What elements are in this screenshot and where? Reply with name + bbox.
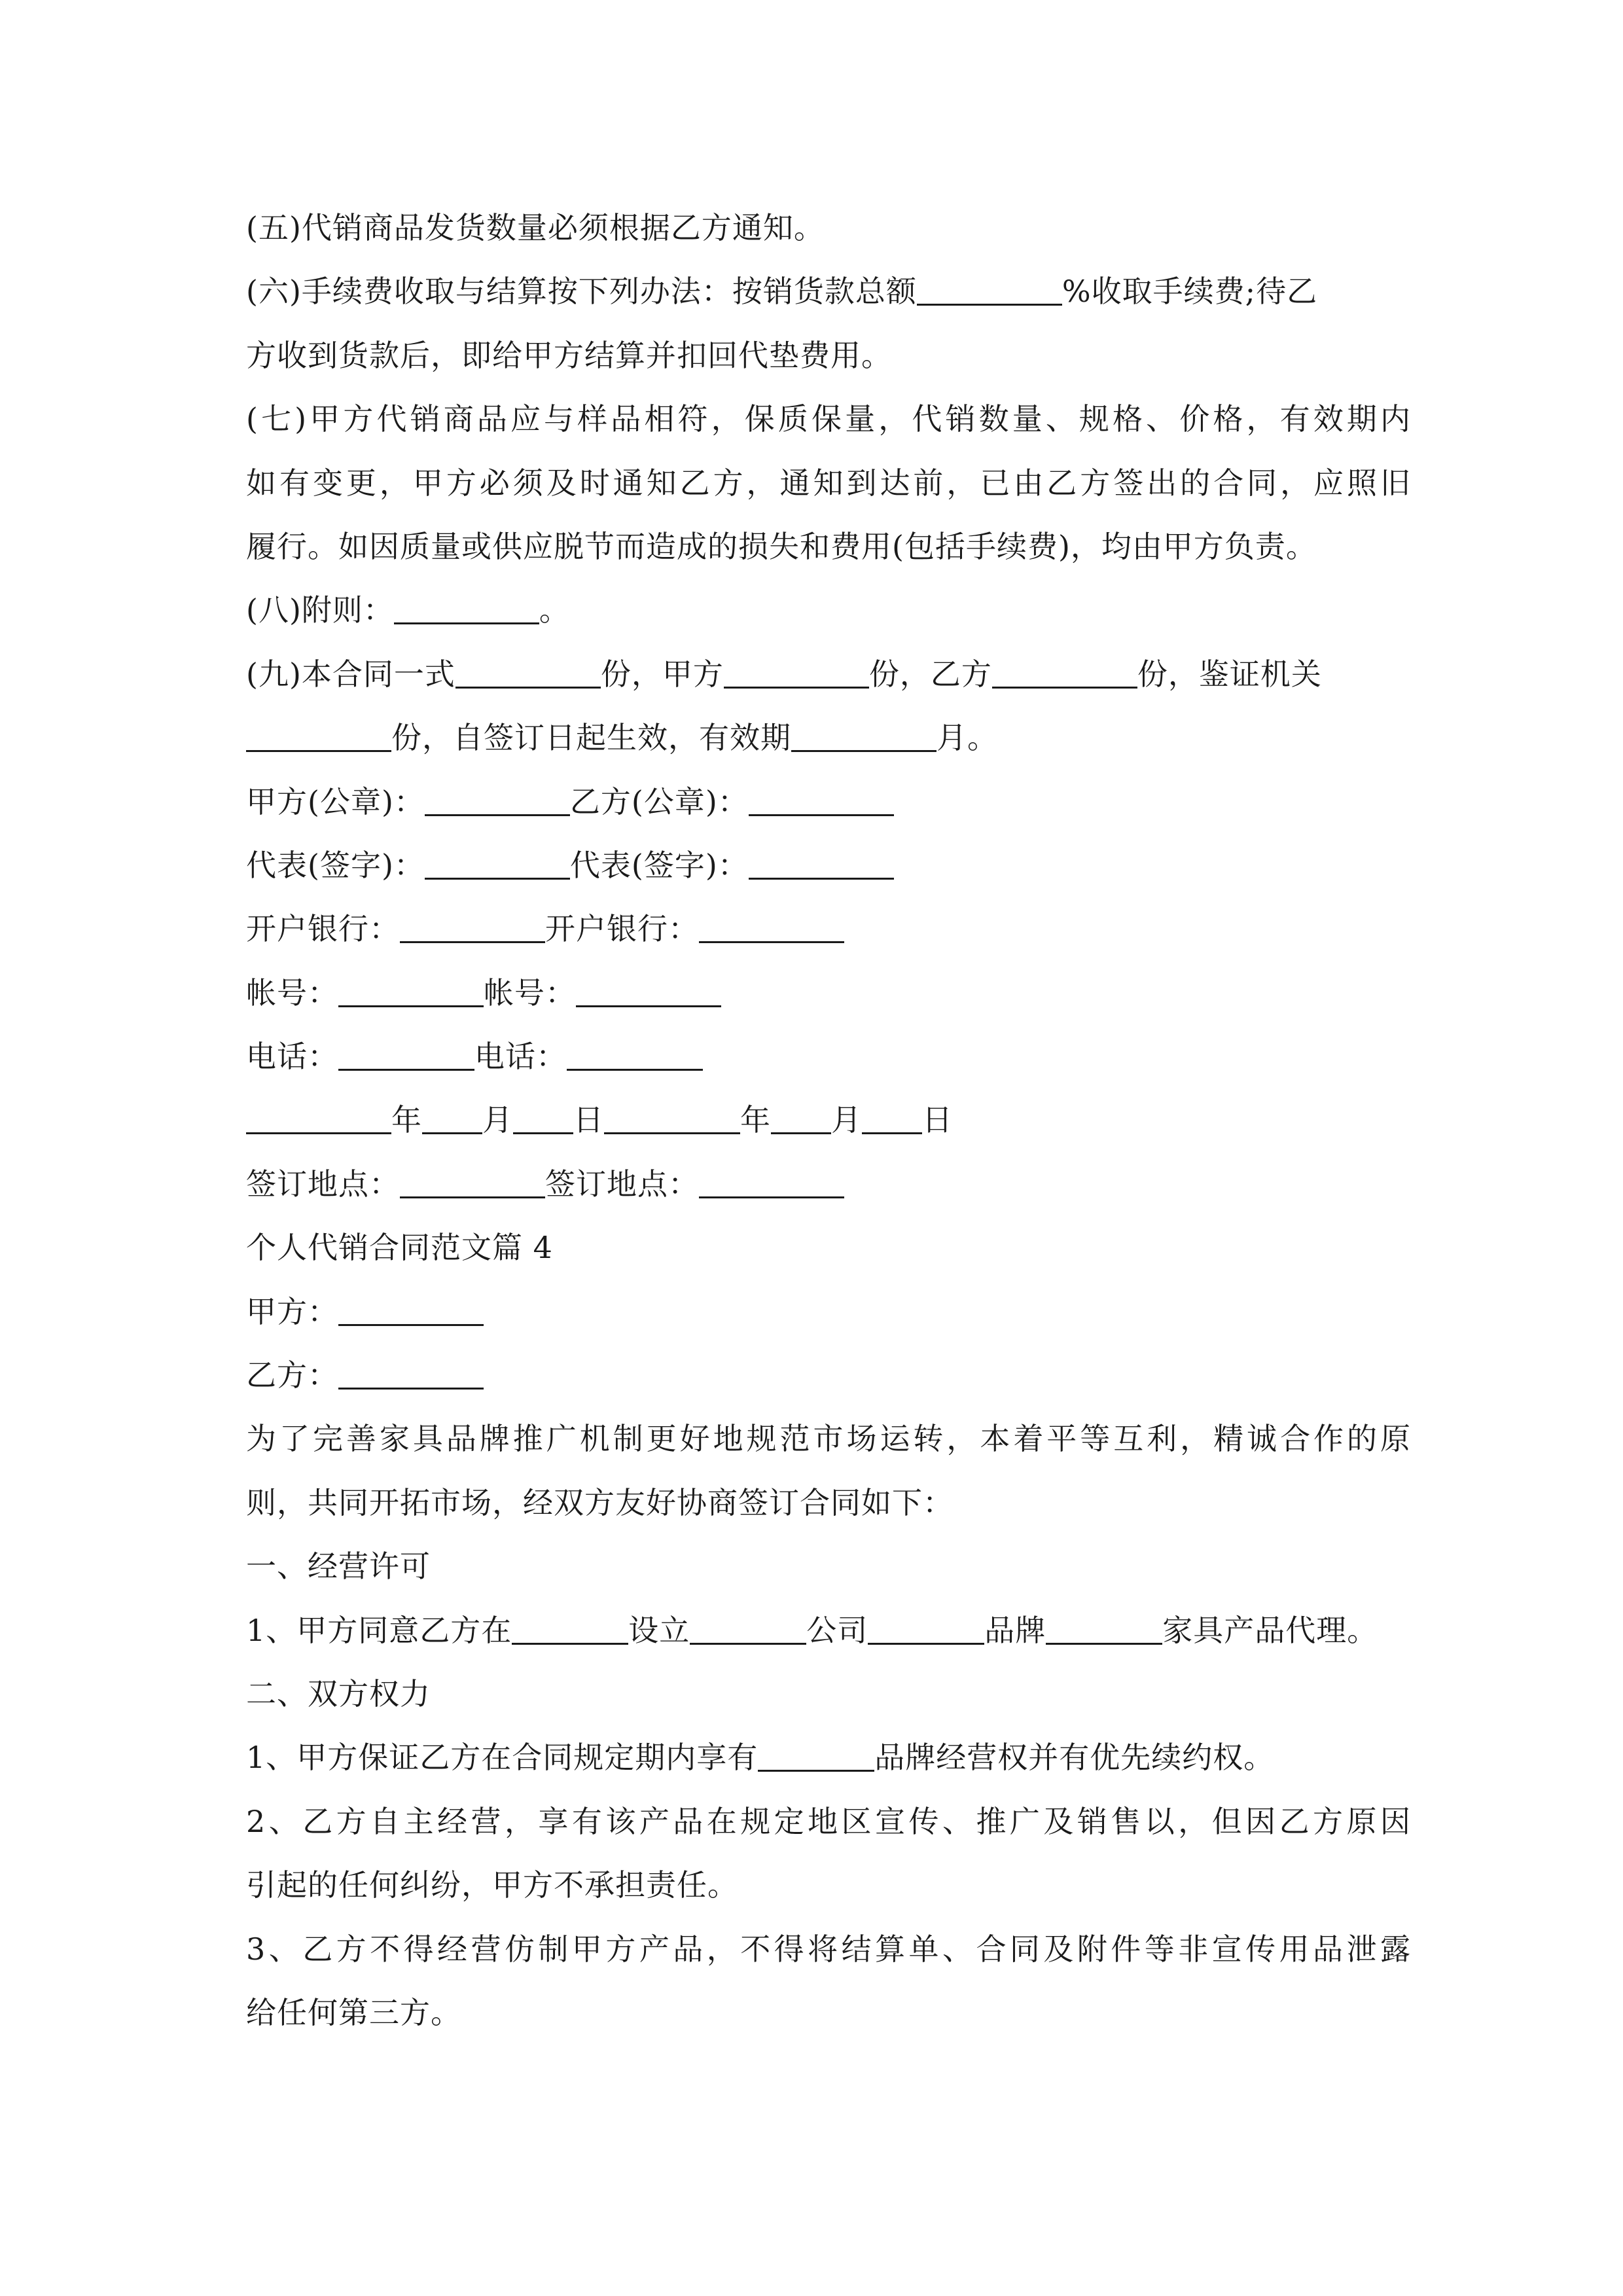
text: 品牌经营权并有优先续约权。 — [874, 1740, 1275, 1776]
location-line — [246, 1153, 1411, 1216]
text: 月。 — [936, 720, 998, 756]
text: 甲方(公章)： — [246, 783, 425, 819]
rights-item-3-line-1 — [246, 1918, 1411, 1981]
party-b-month-blank[interactable] — [771, 1102, 831, 1134]
party-a-name-blank[interactable] — [338, 1294, 484, 1326]
party-b-line — [246, 1344, 1411, 1407]
text: (七)甲方代销商品应与样品相符，保质保量，代销数量、规格、价格，有效期内 — [246, 401, 1411, 437]
text: 份，鉴证机关 — [1137, 656, 1322, 692]
party-a-line — [246, 1280, 1411, 1344]
text: 3、乙方不得经营仿制甲方产品，不得将结算单、合同及附件等非宣传用品泄露 — [246, 1931, 1411, 1967]
clause-7-line-1 — [246, 387, 1411, 451]
section-title — [246, 1216, 1411, 1280]
text: 。 — [539, 592, 570, 628]
rights-item-3-line-2 — [246, 1981, 1411, 2045]
product-blank[interactable] — [1046, 1613, 1162, 1645]
brand-right-blank[interactable] — [758, 1740, 874, 1772]
text: 日 — [573, 1102, 604, 1138]
text: 年 — [740, 1102, 771, 1138]
brand-blank[interactable] — [868, 1613, 984, 1645]
text: 品牌 — [984, 1612, 1046, 1648]
clause-8 — [246, 579, 1411, 642]
text: 引起的任何纠纷，甲方不承担责任。 — [246, 1867, 738, 1903]
text: (六)手续费收取与结算按下列办法：按销货款总额 — [246, 274, 917, 310]
party-a-signature-blank[interactable] — [425, 848, 570, 880]
rights-item-2-line-1 — [246, 1790, 1411, 1854]
text: 公司 — [806, 1612, 868, 1648]
company-blank[interactable] — [690, 1613, 806, 1645]
text: 甲方： — [246, 1293, 338, 1329]
party-b-bank-blank[interactable] — [699, 911, 844, 943]
text: 帐号： — [246, 975, 338, 1011]
text: 家具产品代理。 — [1162, 1612, 1378, 1648]
text: 签订地点： — [246, 1166, 400, 1202]
bank-line — [246, 897, 1411, 961]
account-line — [246, 961, 1411, 1025]
text: (八)附则： — [246, 592, 394, 628]
party-b-day-blank[interactable] — [862, 1102, 922, 1134]
clause-6-line-2 — [246, 324, 1411, 387]
clause-7-line-3 — [246, 515, 1411, 579]
text: 开户银行： — [545, 911, 699, 947]
text: 电话： — [474, 1039, 567, 1075]
party-a-seal-blank[interactable] — [425, 784, 570, 816]
text: 方收到货款后，即给甲方结算并扣回代垫费用。 — [246, 337, 892, 373]
text: 代表(签字)： — [246, 847, 425, 883]
text: 一、经营许可 — [246, 1549, 431, 1585]
text: 签订地点： — [545, 1166, 699, 1202]
text: 为了完善家具品牌推广机制更好地规范市场运转，本着平等互利，精诚合作的原 — [246, 1421, 1411, 1457]
date-line — [246, 1088, 1411, 1152]
copies-party-b-blank[interactable] — [992, 656, 1137, 689]
seal-line — [246, 770, 1411, 834]
text: 履行。如因质量或供应脱节而造成的损失和费用(包括手续费)，均由甲方负责。 — [246, 528, 1317, 564]
party-b-location-blank[interactable] — [699, 1166, 844, 1198]
party-a-day-blank[interactable] — [513, 1102, 573, 1134]
text: 份，甲方 — [600, 656, 724, 692]
text: 2、乙方自主经营，享有该产品在规定地区宣传、推广及销售以，但因乙方原因 — [246, 1803, 1411, 1839]
clause-6-line-1 — [246, 260, 1411, 323]
heading-rights — [246, 1662, 1411, 1726]
preamble-line-1 — [246, 1407, 1411, 1471]
text: 月 — [831, 1102, 862, 1138]
party-b-seal-blank[interactable] — [749, 784, 894, 816]
text: 年 — [391, 1102, 422, 1138]
text: 日 — [922, 1102, 953, 1138]
heading-license — [246, 1535, 1411, 1598]
document-page — [246, 196, 1411, 2045]
preamble-line-2 — [246, 1471, 1411, 1535]
text: 个人代销合同范文篇 4 — [246, 1230, 553, 1266]
copies-authority-blank[interactable] — [246, 720, 391, 752]
party-a-year-blank[interactable] — [246, 1102, 391, 1134]
appendix-blank[interactable] — [394, 592, 539, 624]
text: 开户银行： — [246, 911, 400, 947]
clause-9-line-2 — [246, 706, 1411, 770]
signature-line — [246, 834, 1411, 897]
text: 二、双方权力 — [246, 1676, 431, 1712]
text: 月 — [482, 1102, 513, 1138]
copies-party-a-blank[interactable] — [724, 656, 869, 689]
party-a-month-blank[interactable] — [422, 1102, 482, 1134]
text: 给任何第三方。 — [246, 1994, 461, 2030]
text: 则，共同开拓市场，经双方友好协商签订合同如下： — [246, 1484, 954, 1520]
party-a-account-blank[interactable] — [338, 975, 484, 1007]
text: 如有变更，甲方必须及时通知乙方，通知到达前，已由乙方签出的合同，应照旧 — [246, 465, 1411, 501]
copies-total-blank[interactable] — [455, 656, 601, 689]
clause-7-line-2 — [246, 452, 1411, 515]
text: %收取手续费;待乙 — [1061, 274, 1318, 310]
clause-5-text: (五)代销商品发货数量必须根据乙方通知。 — [246, 210, 825, 245]
clause-5 — [246, 196, 1411, 260]
validity-months-blank[interactable] — [791, 720, 936, 752]
party-b-name-blank[interactable] — [338, 1357, 484, 1390]
text: 乙方(公章)： — [569, 783, 749, 819]
text: 电话： — [246, 1039, 338, 1075]
text: 帐号： — [484, 975, 576, 1011]
party-a-phone-blank[interactable] — [338, 1039, 474, 1071]
text: 乙方： — [246, 1357, 338, 1393]
rights-item-2-line-2 — [246, 1854, 1411, 1917]
clause-9-line-1 — [246, 643, 1411, 706]
text: (九)本合同一式 — [246, 656, 455, 692]
text: 设立 — [628, 1612, 690, 1648]
text: 份，自签订日起生效，有效期 — [391, 720, 791, 756]
party-b-signature-blank[interactable] — [749, 848, 894, 880]
party-b-account-blank[interactable] — [576, 975, 721, 1007]
party-a-location-blank[interactable] — [400, 1166, 545, 1198]
party-a-bank-blank[interactable] — [400, 911, 545, 943]
text: 代表(签字)： — [569, 847, 749, 883]
party-b-year-blank[interactable] — [604, 1102, 740, 1134]
phone-line — [246, 1025, 1411, 1088]
text: 份，乙方 — [868, 656, 992, 692]
fee-percent-blank[interactable] — [917, 274, 1062, 306]
license-item-1 — [246, 1599, 1411, 1662]
location-blank[interactable] — [512, 1613, 628, 1645]
rights-item-1 — [246, 1726, 1411, 1789]
text: 1、甲方同意乙方在 — [246, 1612, 512, 1648]
text: 1、甲方保证乙方在合同规定期内享有 — [246, 1740, 758, 1776]
party-b-phone-blank[interactable] — [567, 1039, 703, 1071]
